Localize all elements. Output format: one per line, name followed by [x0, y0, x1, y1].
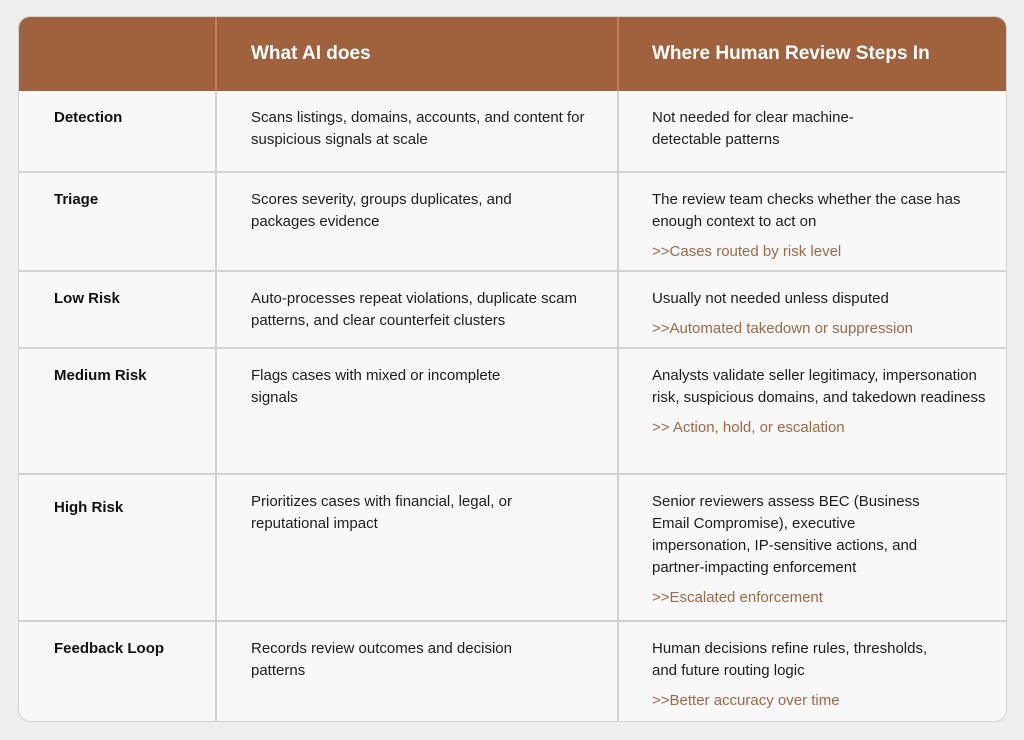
human-description: The review team checks whether the case has enough context to act on — [652, 191, 961, 230]
header-stage — [19, 17, 217, 91]
stage-label: High Risk — [19, 475, 217, 620]
ai-description: Auto-processes repeat violations, duplicate scam patterns, and clear counterfeit clusters — [217, 272, 619, 347]
table-header — [19, 17, 1006, 91]
human-description: Senior reviewers assess BEC (Business Email Compromise), executive impersonation, IP-sensitive actions, and partner-impacting enforcement — [652, 493, 920, 576]
stage-label: Medium Risk — [19, 349, 217, 473]
outcome-text: >>Automated takedown or suppression — [652, 320, 913, 337]
ai-description: Flags cases with mixed or incomplete signals — [217, 349, 619, 473]
human-review-cell — [619, 91, 1006, 171]
human-description: Not needed for clear machine-detectable patterns — [652, 109, 854, 148]
table-row-low-risk — [19, 270, 1006, 347]
outcome-text: >> Action, hold, or escalation — [652, 419, 845, 436]
human-description: Human decisions refine rules, thresholds, and future routing logic — [652, 640, 928, 679]
human-description: Usually not needed unless disputed — [652, 290, 889, 307]
table-row-feedback-loop — [19, 620, 1006, 722]
table-row-triage — [19, 171, 1006, 270]
human-review-cell — [619, 349, 1006, 473]
ai-human-review-table — [18, 16, 1007, 722]
ai-description: Scores severity, groups duplicates, and packages evidence — [217, 173, 619, 270]
ai-description: Records review outcomes and decision patterns — [217, 622, 619, 722]
outcome-text: >>Better accuracy over time — [652, 692, 840, 709]
table-row-detection — [19, 91, 1006, 171]
human-review-cell — [619, 475, 1006, 620]
header-what-ai-does: What AI does — [217, 17, 619, 91]
human-description: Analysts validate seller legitimacy, impersonation risk, suspicious domains, and takedown readiness — [652, 367, 986, 406]
stage-label: Low Risk — [19, 272, 217, 347]
outcome-text: >>Escalated enforcement — [652, 589, 823, 606]
outcome-text: >>Cases routed by risk level — [652, 243, 842, 260]
ai-description: Prioritizes cases with financial, legal, or reputational impact — [217, 475, 619, 620]
stage-label: Detection — [19, 91, 217, 171]
human-review-cell — [619, 173, 1006, 270]
table-row-medium-risk — [19, 347, 1006, 473]
human-review-cell — [619, 272, 1006, 347]
ai-description: Scans listings, domains, accounts, and content for suspicious signals at scale — [217, 91, 619, 171]
human-review-cell — [619, 622, 1006, 722]
stage-label: Feedback Loop — [19, 622, 217, 722]
header-human-review: Where Human Review Steps In — [652, 43, 930, 64]
table-row-high-risk — [19, 473, 1006, 620]
stage-label: Triage — [19, 173, 217, 270]
